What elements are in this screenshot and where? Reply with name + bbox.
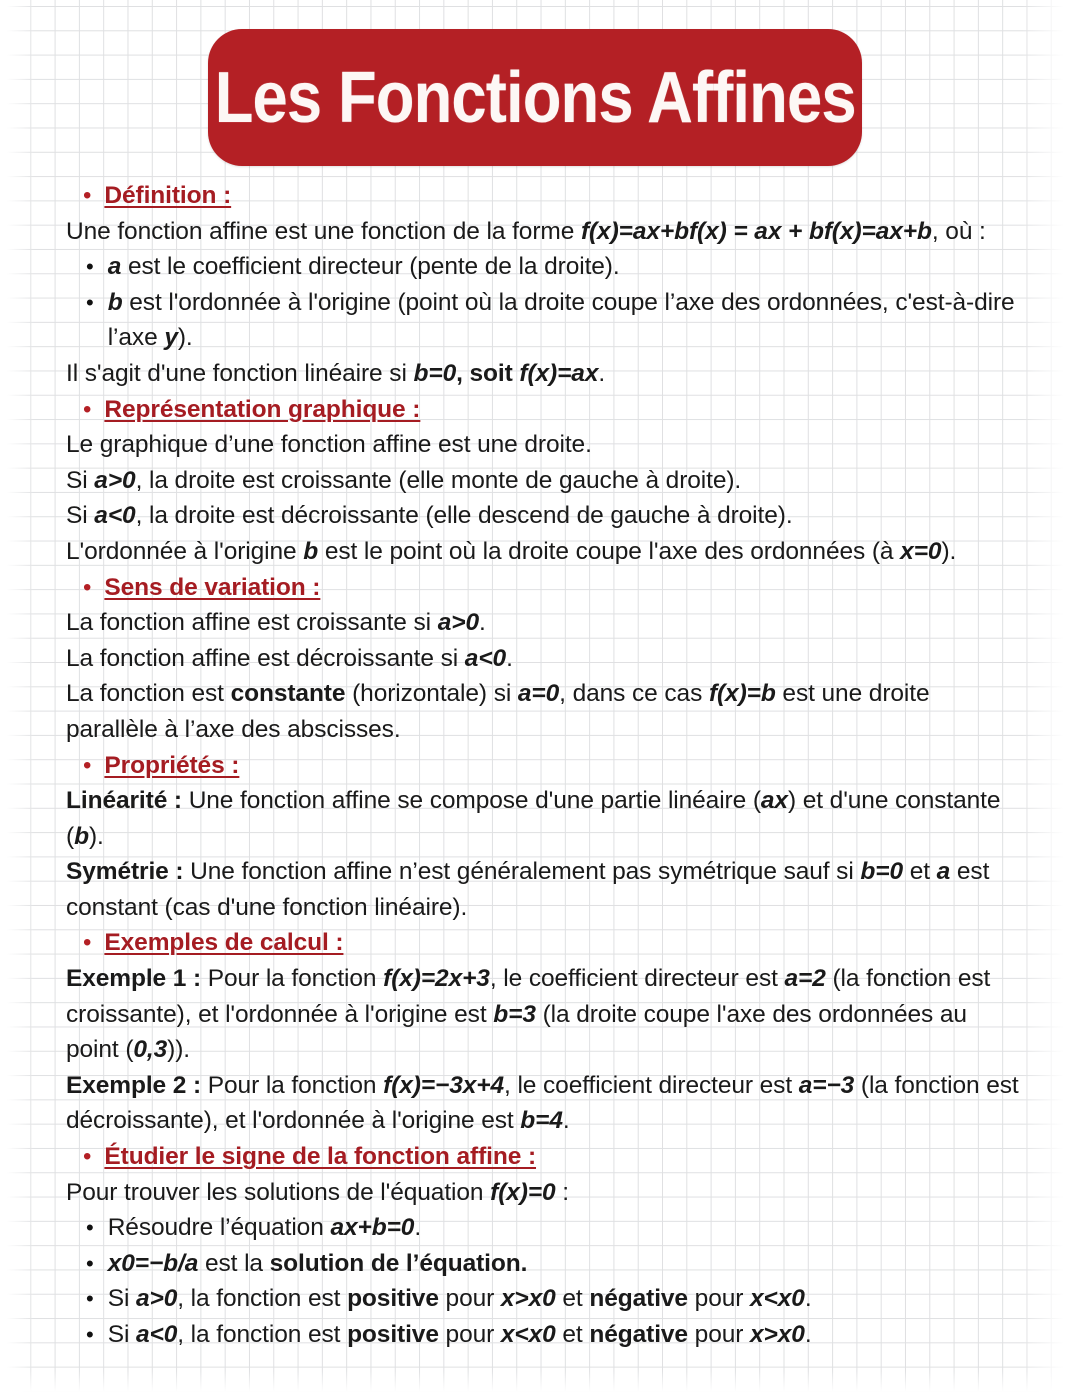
- grid-fade-bottom: [0, 1371, 1080, 1397]
- section-heading-label: Définition :: [104, 182, 232, 209]
- bullet-icon: •: [86, 1286, 94, 1312]
- list-item: [66, 249, 1024, 285]
- list-item: [66, 285, 1024, 356]
- section-heading-label: Exemples de calcul :: [104, 929, 344, 957]
- paragraph: La fonction est constante (horizontale) si a=0, dans ce cas f(x)=b est une droite parallèle à l’axe des abscisses.: [66, 680, 930, 743]
- section-heading-label: Propriétés :: [104, 751, 240, 779]
- title-banner: [208, 29, 862, 166]
- paragraph: Linéarité : Une fonction affine se compose d'une partie linéaire (ax) et d'une constante (b).: [66, 787, 1001, 850]
- paragraph: Si a<0, la droite est décroissante (elle descend de gauche à droite).: [66, 502, 793, 530]
- list-item: [66, 1281, 1024, 1317]
- paragraph: Exemple 2 : Pour la fonction f(x)=−3x+4, le coefficient directeur est a=−3 (la fonction est décroissante), et l'ordonnée à l'origine est b=4.: [66, 1071, 1019, 1135]
- section-heading-proprietes: [66, 748, 1024, 784]
- heading-bullet-icon: •: [83, 751, 92, 779]
- notes-body: [66, 178, 1024, 1353]
- grid-fade-right: [1022, 0, 1080, 1397]
- paragraph: L'ordonnée à l'origine b est le point où la droite coupe l'axe des ordonnées (à x=0).: [66, 537, 957, 565]
- heading-bullet-icon: •: [83, 395, 92, 423]
- heading-bullet-icon: •: [83, 1143, 92, 1171]
- paragraph: La fonction affine est croissante si a>0.: [66, 609, 486, 637]
- list-item: [66, 1317, 1024, 1353]
- paragraph: Si a>0, la droite est croissante (elle monte de gauche à droite).: [66, 466, 742, 494]
- section-heading-label: Représentation graphique :: [104, 395, 421, 423]
- heading-bullet-icon: •: [83, 929, 92, 957]
- paragraph: Il s'agit d'une fonction linéaire si b=0, soit f(x)=ax.: [66, 359, 606, 387]
- section-heading-representation-graphique: [66, 392, 1024, 428]
- section-heading-definition: [66, 178, 1024, 214]
- list-item-text: a est le coefficient directeur (pente de la droite).: [107, 253, 620, 281]
- bullet-icon: •: [86, 254, 94, 280]
- grid-fade-left: [0, 0, 34, 1397]
- bullet-icon: •: [86, 289, 94, 315]
- page-title: Les Fonctions Affines: [214, 57, 856, 138]
- bullet-icon: •: [86, 1322, 94, 1347]
- list-item: [66, 1210, 1024, 1246]
- section-heading-label: Sens de variation :: [104, 573, 321, 601]
- section-heading-sens-de-variation: [66, 570, 1024, 606]
- paragraph: Une fonction affine est une fonction de la forme f(x)=ax+bf(x) = ax + bf(x)=ax+b, où :: [66, 217, 986, 245]
- bullet-icon: •: [86, 1215, 94, 1241]
- list-item-text: Si a>0, la fonction est positive pour x>x0 et négative pour x<x0.: [107, 1285, 812, 1313]
- heading-bullet-icon: •: [83, 182, 92, 209]
- list-item: [66, 1246, 1024, 1282]
- paragraph: Symétrie : Une fonction affine n’est généralement pas symétrique sauf si b=0 et a est constant (cas d'une fonction linéaire).: [66, 858, 990, 921]
- list-item-text: x0=−b/a est la solution de l’équation.: [107, 1249, 528, 1277]
- list-item-text: Résoudre l’équation ax+b=0.: [107, 1214, 422, 1242]
- title-banner-background: [208, 29, 862, 166]
- bullet-icon: •: [86, 1250, 94, 1276]
- list-item-text: Si a<0, la fonction est positive pour x<x0 et négative pour x>x0.: [107, 1321, 812, 1348]
- paragraph: Pour trouver les solutions de l'équation f(x)=0 :: [66, 1178, 569, 1206]
- section-heading-label: Étudier le signe de la fonction affine :: [104, 1143, 537, 1171]
- paragraph: La fonction affine est décroissante si a<0.: [66, 644, 513, 672]
- list-item-text: b est l'ordonnée à l'origine (point où la droite coupe l’axe des ordonnées, c'est-à-dire l’axe y).: [107, 288, 1015, 352]
- section-heading-exemples-de-calcul: [66, 925, 1024, 961]
- section-heading-etudier-le-signe: [66, 1139, 1024, 1175]
- heading-bullet-icon: •: [83, 573, 92, 601]
- paragraph: Exemple 1 : Pour la fonction f(x)=2x+3, le coefficient directeur est a=2 (la fonction est croissante), et l'ordonnée à l'origine est b=3 (la droite coupe l'axe des ordonnées au point (0,3)).: [66, 965, 991, 1064]
- paragraph: Le graphique d’une fonction affine est une droite.: [66, 431, 592, 459]
